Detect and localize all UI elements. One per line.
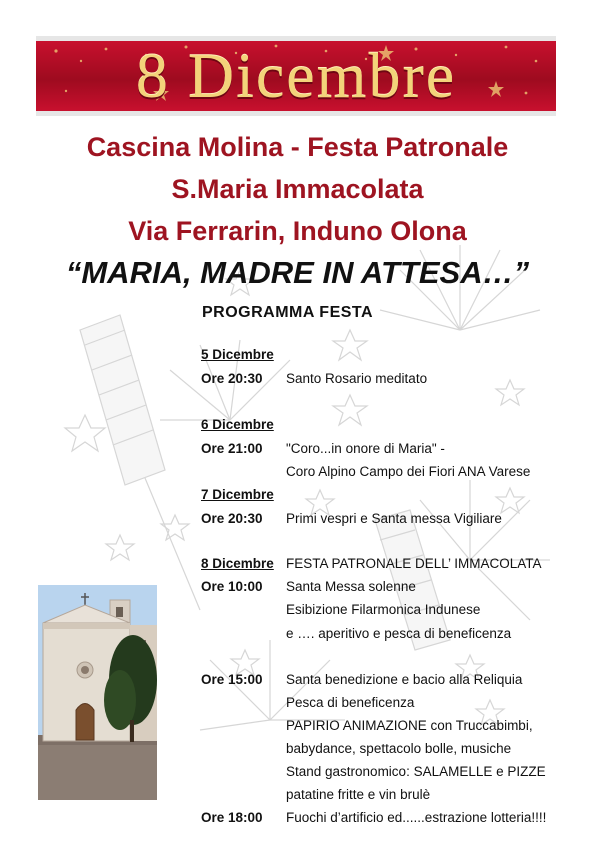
programme-title: PROGRAMMA FESTA bbox=[202, 304, 374, 321]
event-description: babydance, spettacolo bolle, musiche bbox=[286, 741, 512, 756]
event-time: Ore 20:30 bbox=[201, 511, 263, 526]
event-description: Santa benedizione e bacio alla Reliquia bbox=[286, 672, 523, 687]
saint-name: S.Maria Immacolata bbox=[171, 174, 424, 204]
day-date: 5 Dicembre bbox=[201, 347, 274, 362]
rocket-left-icon bbox=[80, 315, 200, 610]
event-title: Cascina Molina - Festa Patronale bbox=[86, 132, 509, 162]
day-date: 8 Dicembre bbox=[201, 556, 274, 571]
day-heading: FESTA PATRONALE DELL’ IMMACOLATA bbox=[286, 556, 542, 571]
event-description: e …. aperitivo e pesca di beneficenza bbox=[286, 626, 512, 641]
event-description: Esibizione Filarmonica Indunese bbox=[286, 602, 481, 617]
event-description: "Coro...in onore di Maria" - bbox=[286, 441, 445, 456]
event-description: patatine fritte e vin brulè bbox=[286, 787, 431, 802]
day-date: 6 Dicembre bbox=[201, 417, 274, 432]
event-description: PAPIRIO ANIMAZIONE con Truccabimbi, bbox=[286, 718, 533, 733]
event-time: Ore 20:30 bbox=[201, 371, 263, 386]
firework-burst-icon bbox=[420, 480, 550, 620]
event-time: Ore 21:00 bbox=[201, 441, 263, 456]
church-photo bbox=[38, 585, 157, 800]
event-time: Ore 10:00 bbox=[201, 579, 263, 594]
event-description: Primi vespri e Santa messa Vigiliare bbox=[286, 511, 502, 526]
day-date: 7 Dicembre bbox=[201, 487, 274, 502]
event-motto: “MARIA, MADRE IN ATTESA…” bbox=[65, 255, 530, 290]
event-description: Stand gastronomico: SALAMELLE e PIZZE bbox=[286, 764, 546, 779]
title-banner bbox=[36, 36, 556, 116]
event-description: Pesca di beneficenza bbox=[286, 695, 415, 710]
event-description: Santo Rosario meditato bbox=[286, 371, 428, 386]
event-description: Coro Alpino Campo dei Fiori ANA Varese bbox=[286, 464, 531, 479]
event-time: Ore 18:00 bbox=[201, 810, 263, 825]
event-description: Fuochi d’artificio ed......estrazione lotteria!!!! bbox=[286, 810, 547, 825]
event-address: Via Ferrarin, Induno Olona bbox=[128, 216, 467, 246]
event-description: Santa Messa solenne bbox=[286, 579, 416, 594]
event-time: Ore 15:00 bbox=[201, 672, 263, 687]
banner-title: 8 Dicembre bbox=[135, 40, 457, 111]
